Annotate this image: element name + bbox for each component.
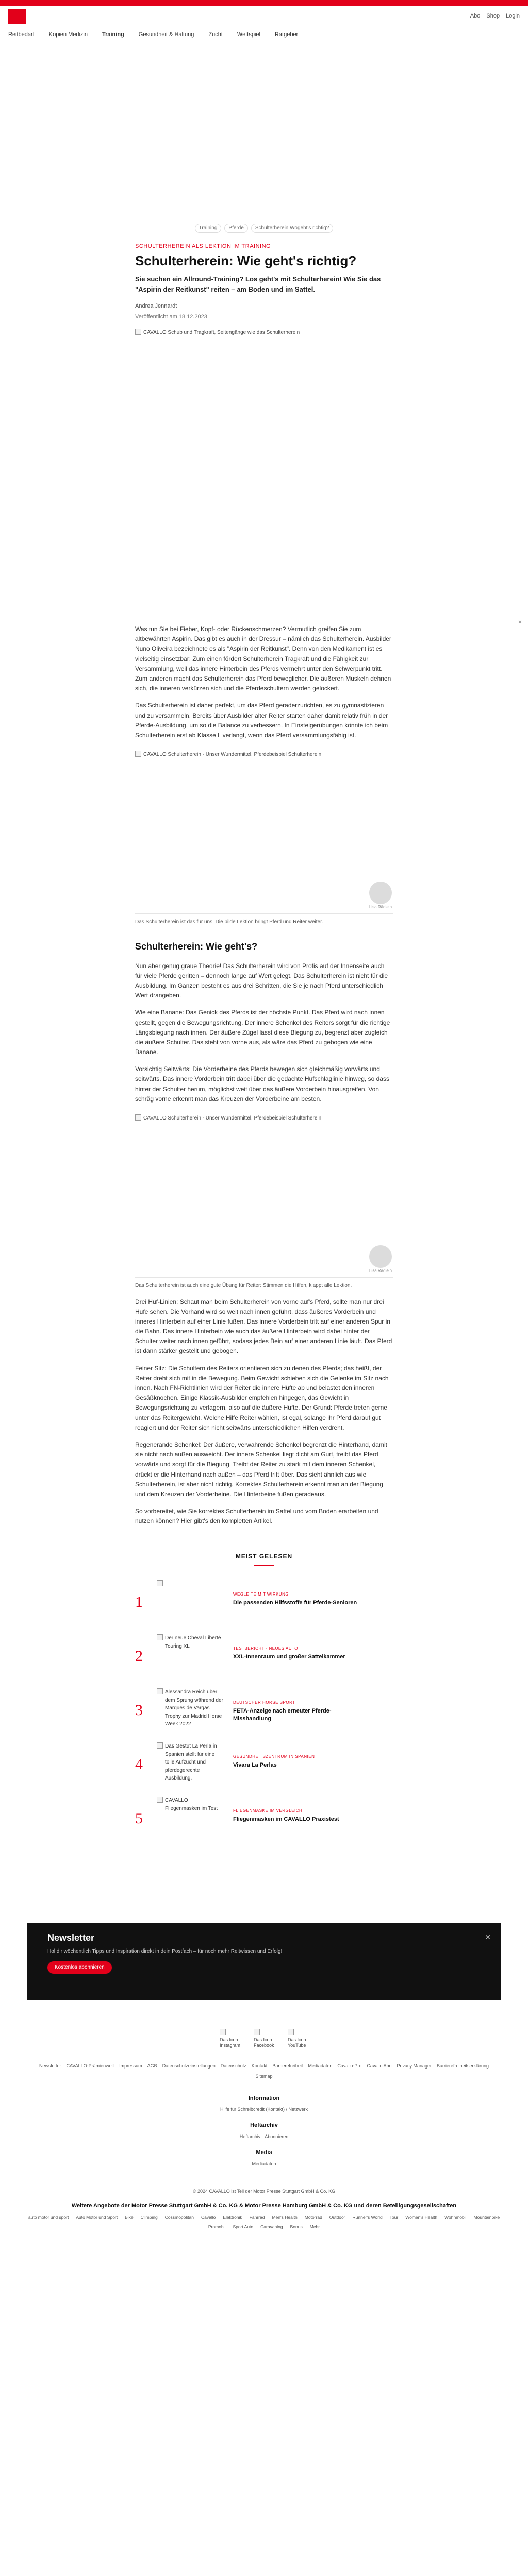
broken-image-icon [288, 2029, 294, 2035]
broken-image-icon [135, 1114, 141, 1121]
teaser-headline[interactable]: Die passenden Hilfsstoffe für Pferde-Senioren [233, 1600, 357, 1606]
section-heading: Schulterherein: Wie geht's? [135, 941, 258, 952]
partner-link[interactable]: Outdoor [329, 2215, 345, 2221]
figure-2-image [135, 1114, 393, 1274]
article-body [135, 624, 393, 740]
nav-item-zucht[interactable]: Zucht [208, 31, 223, 38]
article [78, 43, 522, 1851]
teaser-headline[interactable]: Fliegenmasken im CAVALLO Praxistest [233, 1816, 339, 1823]
credit-avatar [369, 882, 392, 904]
teaser-image-alt [157, 1742, 224, 1783]
footer-link[interactable]: Datenschutz [220, 2063, 246, 2069]
teaser-image[interactable] [157, 1580, 224, 1621]
credit-name: Lisa Rädlein [369, 904, 392, 909]
footer-link[interactable]: Abonnieren [265, 2133, 289, 2139]
hero-image-alt [135, 329, 393, 337]
more-offers-title: Weitere Angebote der Motor Presse Stuttgart GmbH & Co. KG & Motor Presse Hamburg GmbH & Co. KG und deren Beteiligungsgesellschaften [71, 2202, 457, 2209]
teaser-image[interactable] [157, 1634, 224, 1675]
most-read-item[interactable] [135, 1580, 393, 1634]
most-read-title: MEIST GELESEN [135, 1552, 393, 1566]
footer-archive-links [32, 2133, 496, 2141]
teaser-text [233, 1580, 367, 1607]
partner-link[interactable]: Mountainbike [473, 2215, 500, 2221]
teaser-image-alt-text: Alessandra Reich über dem Sprung während der Marques de Vargas Trophy zur Madrid Horse Week 2022 [165, 1689, 223, 1727]
youtube-icon[interactable] [288, 2029, 308, 2048]
site-header [0, 6, 528, 27]
footer-link[interactable]: Newsletter [39, 2063, 61, 2069]
photo-credit [369, 1245, 392, 1274]
teaser-kicker: FLIEGENMASKE IM VERGLEICH [233, 1808, 303, 1814]
hero-image-alt-text: CAVALLO Schub und Tragkraft, Seitengänge wie das Schulterherein [143, 330, 300, 336]
broken-image-icon [157, 1797, 163, 1803]
broken-image-icon [157, 1688, 163, 1694]
most-read-item[interactable] [135, 1688, 393, 1742]
partner-link[interactable]: Elektronik [223, 2215, 242, 2221]
broken-image-icon [254, 2029, 260, 2035]
article-date: Veröffentlicht am 18.12.2023 [135, 314, 207, 320]
most-read-list [135, 1580, 393, 1851]
teaser-image-alt-text: Der neue Cheval Liberté Touring XL [165, 1635, 221, 1649]
article-paragraph: Was tun Sie bei Fieber, Kopf- oder Rückenschmerzen? Vermutlich greifen Sie zum altbewährten Aspirin. Das gibt es auch in der Dressur – nämlich das Schulterherein. Ausbilder Nuno Oliveira bezeichnete es als "Aspirin der Reitkunst". Denn von den Medikament ist es vielseitig einsetzbar: Zum einen fördert Schulterherein Tragkraft und die Fähigkeit zur Versammlung, weil das innere Hinterbein des Pferds vermehrt unter den Schwerpunkt tritt. Zum anderen macht das Schulterherein das Pferd beweglicher. Die äußeren Muskeln dehnen sich, die inneren verkürzen sich und die Pferdeschultern werden gelockert. [135, 625, 391, 692]
rank-number: 3 [135, 1702, 143, 1719]
rank-number: 2 [135, 1648, 143, 1665]
figure-1-alt [135, 751, 393, 759]
teaser-kicker: DEUTSCHER HORSE SPORT [233, 1700, 295, 1705]
facebook-icon[interactable] [254, 2029, 274, 2048]
partner-link[interactable]: Climbing [140, 2215, 158, 2221]
rank-number: 1 [135, 1594, 143, 1611]
footer-link[interactable]: Mediadaten [308, 2063, 333, 2069]
partner-link[interactable]: Motorrad [304, 2215, 322, 2221]
footer-link[interactable]: Sitemap [255, 2073, 273, 2079]
breadcrumb-item[interactable]: Schulterherein Wogeht's richtig? [251, 224, 333, 233]
header-link-abo[interactable]: Abo [470, 13, 481, 20]
partner-link[interactable]: Runner's World [352, 2215, 383, 2221]
article-teaser: Sie suchen ein Allround-Training? Los geht's mit Schulterherein! Wie Sie das "Aspirin der Reitkunst" reiten – am Boden und im Sattel. [135, 275, 381, 293]
article-body-3 [135, 1297, 393, 1527]
article-title: Schulterherein: Wie geht's richtig? [135, 252, 357, 268]
cavallo-logo[interactable] [8, 9, 26, 24]
figure-2 [135, 1114, 393, 1290]
most-read-item[interactable] [135, 1797, 393, 1851]
footer-link[interactable]: Hilfe für Schreibcredit (Kontakt) / Netzwerk [220, 2106, 308, 2112]
footer-link[interactable]: CAVALLO-Prämienwelt [66, 2063, 114, 2069]
article-paragraph: Feiner Sitz: Die Schultern des Reiters orientieren sich zu denen des Pferds; das heißt, der Reiter dreht sich mit in die Bewegung. Beim Gewicht schieben sich die Gelenke im Sitz nach innen. Nach FN-Richtlinien wird der Reiter die innere Hüfte ab und belastet den inneren Gesäßknochen. Einige Klassik-Ausbilder empfehlen hingegen, das Gewicht in Bewegungsrichtung zu verlagern, also auf die äußere Hüfte. Der Grund: Pferde treten gerne unter das Reitergewicht. Welche Hilfe Reiter wählen, ist egal, solange ihr Pferd darauf gut reagiert und der Reiter sich nicht seitwärts unterschiedlichen Hilfen verdreht. [135, 1364, 389, 1431]
header-link-login[interactable]: Login [506, 13, 520, 20]
credit-name: Lisa Rädlein [369, 1268, 392, 1273]
teaser-kicker: WEGLEITE MIT WIRKUNG [233, 1592, 289, 1597]
partner-link[interactable]: Mehr [309, 2224, 320, 2229]
partner-link[interactable]: Cossmopolitan [164, 2215, 194, 2221]
teaser-text [233, 1688, 367, 1723]
teaser-kicker: TESTBERICHT · NEUES AUTO [233, 1646, 298, 1651]
broken-image-icon [220, 2029, 226, 2035]
rank-number: 4 [135, 1756, 143, 1773]
partner-link[interactable]: auto motor und sport [28, 2215, 69, 2221]
broken-image-icon [135, 329, 141, 335]
figure-1-image [135, 751, 393, 910]
teaser-image-alt [157, 1688, 224, 1728]
partner-link[interactable]: Promobil [208, 2224, 226, 2229]
footer-link[interactable]: Datenschutzeinstellungen [162, 2063, 216, 2069]
footer-link[interactable]: Cavallo-Pro [337, 2063, 362, 2069]
teaser-image[interactable] [157, 1742, 224, 1784]
teaser-kicker: GESUNDHEITSZENTRUM IN SPANIEN [233, 1754, 315, 1759]
most-read-item[interactable] [135, 1742, 393, 1797]
newsletter-subscribe-button[interactable]: Kostenlos abonnieren [47, 1961, 112, 1974]
broken-image-icon [157, 1742, 163, 1749]
broken-image-icon [157, 1580, 163, 1586]
article-paragraph: Nun aber genug graue Theorie! Das Schulterherein wird von Profis auf der Innenseite auch für viele Pferde geritten – dennoch lange auf Wert gelegt. Das Schulterherein ist nicht für die Ausbildung. Im Ganzen besteht es aus drei Schritten, die Sie je nach Pferd unterschiedlich Wert drangeben. [135, 962, 388, 999]
article-kicker: SCHULTERHEREIN ALS LEKTION IM TRAINING [135, 243, 271, 249]
footer-heading-information: Information [248, 2095, 280, 2102]
teaser-text [233, 1742, 367, 1769]
footer-link[interactable]: Barrierefreiheitserklärung [437, 2063, 489, 2069]
most-read-item[interactable] [135, 1634, 393, 1688]
social-links [0, 2029, 528, 2048]
teaser-image-alt-text: Das Gestüt La Perla in Spanien stellt für eine tolle Aufzucht und pferdegerechte Ausbildung. [165, 1743, 217, 1782]
teaser-image-alt [157, 1634, 224, 1650]
figure-2-caption: Das Schulterherein ist auch eine gute Übung für Reiter: Stimmen die Hilfen, klappt alle Lektion. [135, 1277, 393, 1290]
nav-item-gesundheit[interactable]: Gesundheit & Haltung [138, 31, 194, 38]
more-offers-links [16, 2214, 512, 2230]
article-paragraph: Drei Huf-Linien: Schaut man beim Schulterherein von vorne auf's Pferd, sollte man nur drei Hufe sehen. Die Vorhand wird so weit nach innen geführt, dass äußeres Vorderbein und inneres Hinterbein auf einer Linie fußen. Das innere Vorderbein tritt auf einer anderen Spur in die Bahn. Das innere Hinterbein wie auch das äußere Hinterbein wird dabei hinter der Schulter weiter nach innen geführt, sodass jedes Bein auf einer anderen Linie läuft. Das Pferd ist dann stärker gestellt und gebogen. [135, 1298, 392, 1355]
teaser-image-alt [157, 1580, 224, 1586]
figure-2-alt [135, 1114, 393, 1123]
teaser-headline[interactable]: FETA-Anzeige nach erneuter Pferde-Misshandlung [233, 1708, 332, 1722]
instagram-icon[interactable] [220, 2029, 240, 2048]
breadcrumb [78, 224, 450, 233]
newsletter-title: Newsletter [47, 1933, 95, 1943]
newsletter-text: Hol dir wöchentlich Tipps und Inspiration direkt in dein Postfach – für noch mehr Reitwissen und Erfolg! [47, 1948, 283, 1954]
photo-credit [369, 882, 392, 910]
article-paragraph: Wie eine Banane: Das Genick des Pferds ist der höchste Punkt. Das Pferd wird nach innen gestellt, gegen die Bewegungsrichtung. Der innere Schenkel des Reiters sorgt für die richtige Längsbiegung nach innen. Der äußere Zügel lässt diese Biegung zu, begrenzt aber zugleich die äußere Schulter. Das steht von vorne aus, als wäre das Pferd zu gebogen wie eine Banane. [135, 1009, 390, 1056]
article-paragraph: Vorsichtig Seitwärts: Die Vorderbeine des Pferds bewegen sich gleichmäßig vorwärts und seitwärts. Das innere Vorderbein tritt dabei über die gedachte Hufschlaglinie hinweg, so dass hinter der Schulter herum, möglichst weit über das äußere Vorderbein hinausgreifen. Von schräg vorne erkennt man das Kreuzen der Vorderbeine am besten. [135, 1065, 389, 1103]
rank-number: 5 [135, 1810, 143, 1827]
article-author[interactable]: Andrea Jennardt [135, 303, 177, 310]
footer-heading-media: Media [256, 2149, 272, 2156]
header-link-shop[interactable]: Shop [486, 13, 500, 20]
partner-link[interactable]: Fahrrad [249, 2215, 265, 2221]
teaser-image[interactable] [157, 1797, 224, 1838]
partner-link[interactable]: Men's Health [272, 2215, 298, 2221]
footer-link[interactable]: Impressum [119, 2063, 142, 2069]
top-bar [0, 0, 528, 6]
footer-link[interactable]: Kontakt [251, 2063, 268, 2069]
partner-link[interactable]: Auto Motor und Sport [76, 2215, 118, 2221]
article-paragraph: Regenerande Schenkel: Der äußere, verwahrende Schenkel begrenzt die Hinterhand, damit sie nicht nach außen ausweicht. Der innere Schenkel liegt dicht am Gurt, treibt das Pferd vorwärts und sorgt für die Biegung. Treibt der Reiter zu stark mit dem inneren Schenkel, drückt er die Hinterhand nach außen – das Pferd tritt über. Das sieht ähnlich aus wie Schulterherein, ist aber nicht richtig. Korrektes Schulterherein erkennt man an der Biegung und dem Kreuzen der Vorderbeine. Die Hinterbeine fußen geradeaus. [135, 1440, 387, 1498]
article-body-2 [135, 961, 393, 1104]
nav-item-wettspiel[interactable]: Wettspiel [237, 31, 260, 38]
teaser-image-alt [157, 1797, 224, 1812]
social-alt-text: Das Icon Facebook [254, 2037, 274, 2048]
partner-link[interactable]: Wohnmobil [444, 2215, 467, 2221]
footer-links [32, 2063, 496, 2086]
credit-avatar [369, 1245, 392, 1268]
newsletter-box [27, 1923, 501, 2000]
partner-link[interactable]: Sport Auto [233, 2224, 254, 2229]
breadcrumb-item[interactable]: Training [195, 224, 222, 233]
footer-link[interactable]: Privacy Manager [397, 2063, 432, 2069]
figure-1-alt-text: CAVALLO Schulterherein - Unser Wundermittel, Pferdebeispiel Schulterherein [143, 752, 322, 758]
teaser-image-alt-text: CAVALLO Fliegenmasken im Test [165, 1798, 218, 1811]
nav-item-reitbedarf[interactable]: Reitbedarf [8, 31, 35, 38]
article-paragraph: Das Schulterherein ist daher perfekt, um das Pferd geraderzurichten, es zu gymnastizieren und zu versammeln. Bereits über Ausbilder alter Reiter starten daher damit relativ früh in der Pferde-Ausbildung, um so die Balance zu verbessern. In Einsteigerübungen könnte ich beim Schulterherein erst ab Klasse L verlangt, wenn das Pferd versammlungsfähig ist. [135, 702, 388, 739]
site-footer [32, 2063, 496, 2168]
nav-item-training[interactable]: Training [102, 31, 124, 38]
footer-heading-archive: Heftarchiv [250, 2122, 278, 2129]
partner-link[interactable]: Caravaning [260, 2224, 283, 2229]
copyright: © 2024 CAVALLO ist Teil der Motor Presse Stuttgart GmbH & Co. KG [192, 2189, 336, 2194]
figure-1-caption: Das Schulterherein ist das für uns! Die bilde Lektion bringt Pferd und Reiter weiter. [135, 913, 393, 926]
main-nav [0, 27, 528, 43]
figure-1 [135, 751, 393, 926]
nav-item-ratgeber[interactable]: Ratgeber [274, 31, 299, 38]
social-alt-text: Das Icon Instagram [220, 2037, 241, 2048]
social-alt-text: Das Icon YouTube [288, 2037, 306, 2048]
teaser-text [233, 1797, 367, 1823]
most-read [135, 1552, 393, 1851]
broken-image-icon [157, 1634, 163, 1640]
hero-image [135, 329, 522, 626]
footer-link[interactable]: Cavallo Abo [367, 2063, 392, 2069]
partner-link[interactable]: Bonus [290, 2224, 303, 2229]
teaser-headline[interactable]: Vivara La Perlas [233, 1762, 277, 1769]
teaser-image[interactable] [157, 1688, 224, 1730]
broken-image-icon [135, 751, 141, 757]
close-icon[interactable]: ✕ [485, 1933, 491, 1942]
footer-link[interactable]: Heftarchiv [239, 2133, 261, 2139]
partner-link[interactable]: Tour [389, 2215, 399, 2221]
figure-2-alt-text: CAVALLO Schulterherein - Unser Wundermittel, Pferdebeispiel Schulterherein [143, 1115, 322, 1121]
footer-link[interactable]: AGB [147, 2063, 157, 2069]
teaser-text [233, 1634, 367, 1661]
partner-link[interactable]: Bike [125, 2215, 134, 2221]
footer-media-links [32, 2161, 496, 2168]
nav-item-kopien-medizin[interactable]: Kopien Medizin [48, 31, 88, 38]
article-paragraph: So vorbereitet, wie Sie korrektes Schulterherein im Sattel und vom Boden erarbeiten und nutzen können? Hier gibt's den kompletten Artikel. [135, 1507, 378, 1525]
close-icon[interactable]: × [518, 618, 522, 626]
partner-link[interactable]: Women's Health [405, 2215, 438, 2221]
footer-link[interactable]: Barrierefreiheit [272, 2063, 303, 2069]
footer-info-links [32, 2106, 496, 2113]
footer-link[interactable]: Mediadaten [252, 2161, 276, 2166]
breadcrumb-item[interactable]: Pferde [224, 224, 248, 233]
teaser-headline[interactable]: XXL-Innenraum und großer Sattelkammer [233, 1654, 345, 1660]
header-links [470, 12, 520, 21]
partner-link[interactable]: Cavallo [201, 2215, 216, 2221]
